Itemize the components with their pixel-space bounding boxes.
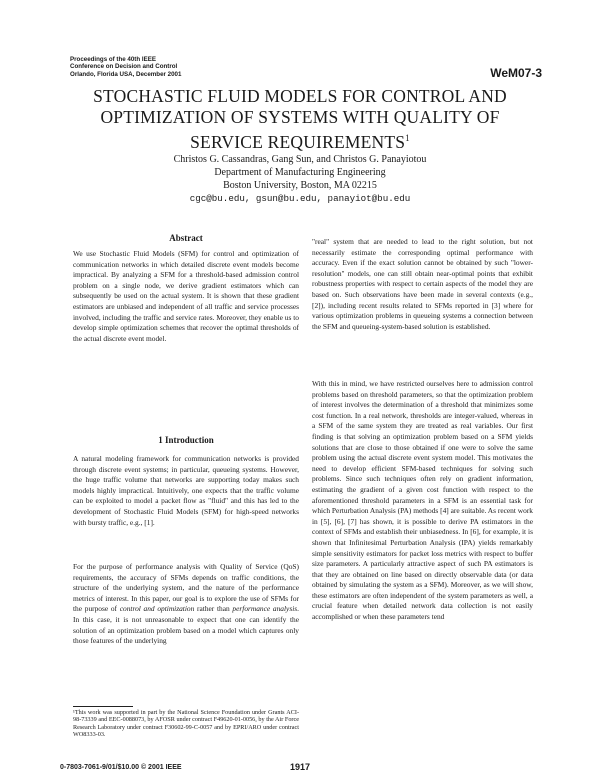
abstract-heading: Abstract [169, 233, 203, 243]
proceedings-info [70, 56, 181, 78]
intro-para-2-italic-1: control and optimization [119, 604, 195, 614]
intro-para-2-part-a: For the purpose of performance analysis with Quality of Service (QoS) requirements, the accuracy of SFMs depends on traffic conditions, the structure of the underlying system, and the nature of the performance metrics of interest. In this paper, our goal is to explore the use of SFMs for the purpose of [73, 562, 299, 614]
intro-para-1-text: A natural modeling framework for communication networks is provided through discrete event systems; in particular, queueing systems. However, the huge traffic volume that networks are supporting today makes such models highly impractical. Intuitively, one expects that the traffic volume can be exploited to model a packet flow as "fluid" and this has led to the development of Stochastic Fluid Models (SFM) for high-speed networks with bursty traffic, e.g., [1]. [73, 454, 299, 527]
proceedings-line-3: Orlando, Florida USA, December 2001 [70, 70, 182, 78]
author-department: Department of Manufacturing Engineering [214, 167, 386, 178]
title-line-1: STOCHASTIC FLUID MODELS FOR CONTROL AND [93, 86, 507, 106]
proceedings-line-2: Conference on Decision and Control [70, 63, 178, 71]
right-column-paragraph-2 [312, 379, 533, 623]
proceedings-line-1: Proceedings of the 40th IEEE [70, 56, 156, 63]
title-line-2: OPTIMIZATION OF SYSTEMS WITH QUALITY OF [100, 107, 500, 127]
intro-para-2-part-c: . In this case, it is not unreasonable to expect that one can identify the solution of an optimization problem based on a model which captures only those features of the underlying [73, 604, 299, 646]
intro-para-2-italic-2: performance analysis [232, 604, 298, 614]
session-code: WeM07-3 [490, 66, 542, 80]
title-line-3 [60, 128, 540, 153]
page-number: 1917 [290, 762, 311, 772]
abstract-body [73, 249, 299, 344]
abstract-text: We use Stochastic Fluid Models (SFM) for control and optimization of communication networks in which detailed discrete event models become impractical. By analyzing a SFM for a threshold-based admission control problem on a single node, we derive gradient estimators which can subsequently be used on the actual system. It is shown that these gradient estimators are unbiased and independent of all traffic and service processes involved, including the traffic and service rates. Moreover, they enable us to develop simple optimization schemes that recover the optimal thresholds of the actual discrete event model. [73, 249, 299, 343]
author-block [60, 153, 540, 192]
paper-title [60, 86, 540, 153]
right-column-paragraph-1 [312, 237, 533, 332]
isbn-copyright: 0-7803-7061-9/01/$10.00 © 2001 IEEE [60, 764, 182, 771]
author-names: Christos G. Cassandras, Gang Sun, and Christos G. Panayiotou [173, 154, 427, 165]
author-address: Boston University, Boston, MA 02215 [223, 180, 377, 191]
footnote: ¹This work was supported in part by the National Science Foundation under Grants ACI-98-73339 and EEC-0088073, by AFOSR under contract F49620-01-0056, by the Air Force Research Laboratory under contract F30602-99-C-0057 and by EPRI/ARO under contract WO8333-03. [73, 709, 299, 739]
introduction-paragraph-2 [73, 562, 299, 647]
right-para-1-text: "real" system that are needed to lead to the right solution, but not necessarily estimate the corresponding optimal performance with accuracy. Even if the exact solution cannot be obtained by such "lower-resolution" models, one can still obtain near-optimal points that exhibit robustness properties with respect to certain aspects of the model they are based on. Such observations have been made in several contexts (e.g., [2]), including recent results related to SFMs reported in [3] where for various optimization problems in queueing systems a connection between the SFM and queueing-system-based solution is established. [312, 237, 533, 331]
title-line-3-text: SERVICE REQUIREMENTS [190, 131, 406, 152]
intro-para-2-part-b: rather than [194, 604, 233, 614]
introduction-paragraph-1 [73, 454, 299, 528]
author-emails: cgc@bu.edu, gsun@bu.edu, panayiot@bu.edu [189, 193, 411, 204]
footnote-rule [73, 706, 133, 707]
title-footnote-mark: 1 [405, 133, 410, 143]
intro-para-2-text [73, 562, 299, 647]
right-para-2-text: With this in mind, we have restricted ourselves here to admission control problems based on threshold parameters, so that the optimization problem of interest involves the determination of a threshold that minimizes some cost function. In a real network, thresholds are integer-valued, whereas in a SFM of the same system they are treated as real variables. Our first finding is that solving an optimization problem based on a SFM yields solutions that are close to those obtained if one were to solve the same problem using the actual discrete event system model. This motivates the need to develop efficient SFM-based techniques for solving such problems. Since such techniques often rely on gradient information, estimating the gradient of a given cost function with respect to the aforementioned threshold parameters in a SFM is an essential task for which Perturbation Analysis (PA) methods [4] are suitable. As recent work in [5], [6], [7] has shown, it is possible to derive PA estimators in the context of SFMs and establish their unbiasedness. In [6], for example, it is shown that Infinitesimal Perturbation Analysis (IPA) yields remarkably simple sensitivity estimators for packet loss metrics with respect to buffer size parameters. A particularly attractive aspect of such PA estimators is that they are obtained on line based on directly observable data (or data obtained by simulating the system as a SFM). Moreover, as we will show, these estimators are often independent of the system parameters as well, a crucial feature when detailed network data collection is not easily accomplished or when these parameters tend [312, 379, 533, 622]
introduction-heading: 1 Introduction [158, 435, 214, 445]
